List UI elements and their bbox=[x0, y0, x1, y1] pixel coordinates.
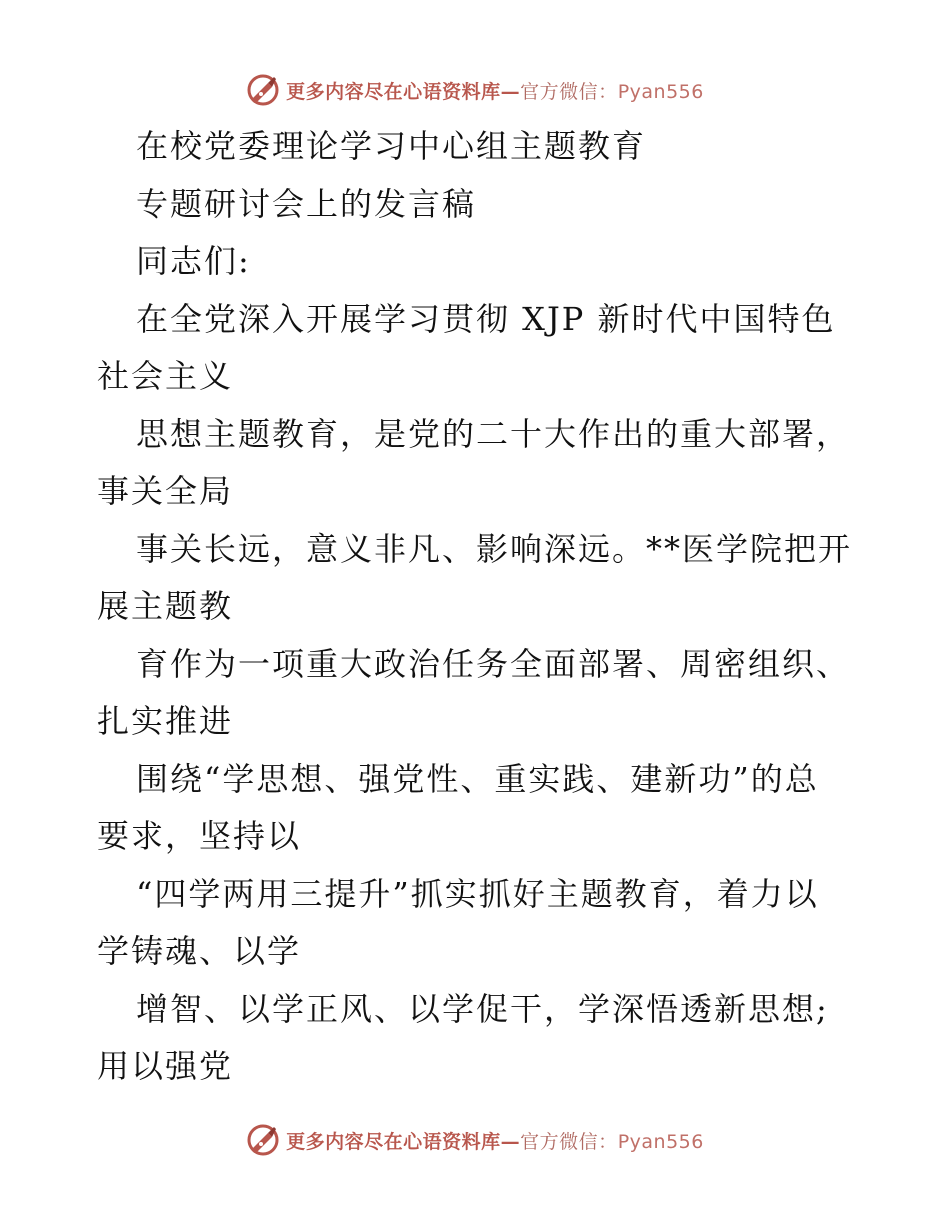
watermark-wechat-id: Pyan556 bbox=[617, 80, 704, 103]
document-line: 学铸魂、以学 bbox=[97, 932, 302, 970]
document-line: “四学两用三提升”抓实抓好主题教育，着力以 bbox=[136, 874, 819, 913]
watermark-site-name: 更多内容尽在心语资料库 bbox=[286, 80, 501, 103]
watermark-wechat-id: Pyan556 bbox=[617, 1130, 704, 1153]
document-line: 增智、以学正风、以学促干，学深悟透新思想; bbox=[136, 989, 829, 1028]
document-line: 育作为一项重大政治任务全面部署、周密组织、 bbox=[136, 644, 851, 683]
document-line: 展主题教 bbox=[97, 587, 234, 625]
document-line: 专题研讨会上的发言稿 bbox=[136, 184, 477, 223]
watermark-official-label: 官方微信： bbox=[520, 80, 618, 103]
pen-nib-logo-icon bbox=[246, 73, 280, 107]
watermark-text bbox=[286, 77, 704, 104]
header-watermark bbox=[0, 70, 950, 110]
pen-nib-logo-icon bbox=[246, 1123, 280, 1157]
document-line: 社会主义 bbox=[97, 357, 234, 395]
document-line: 同志们: bbox=[136, 242, 251, 280]
document-body bbox=[0, 118, 950, 1096]
watermark-text bbox=[286, 1127, 704, 1154]
footer-watermark bbox=[0, 1120, 950, 1160]
document-line: 扎实推进 bbox=[97, 702, 234, 740]
watermark-dash: — bbox=[500, 80, 521, 103]
document-line: 用以强党 bbox=[97, 1047, 234, 1085]
document-line: 思想主题教育，是党的二十大作出的重大部署， bbox=[136, 414, 851, 453]
watermark-site-name: 更多内容尽在心语资料库 bbox=[286, 1130, 501, 1153]
document-line: 在校党委理论学习中心组主题教育 bbox=[136, 127, 647, 165]
document-line: 事关全局 bbox=[97, 472, 234, 510]
document-line: 在全党深入开展学习贯彻 XJP 新时代中国特色 bbox=[136, 299, 836, 338]
document-line: 事关长远，意义非凡、影响深远。**医学院把开 bbox=[136, 529, 853, 568]
document-line: 要求，坚持以 bbox=[97, 817, 302, 855]
document-line: 围绕“学思想、强党性、重实践、建新功”的总 bbox=[136, 759, 819, 798]
watermark-official-label: 官方微信： bbox=[520, 1130, 618, 1153]
watermark-dash: — bbox=[500, 1130, 521, 1153]
